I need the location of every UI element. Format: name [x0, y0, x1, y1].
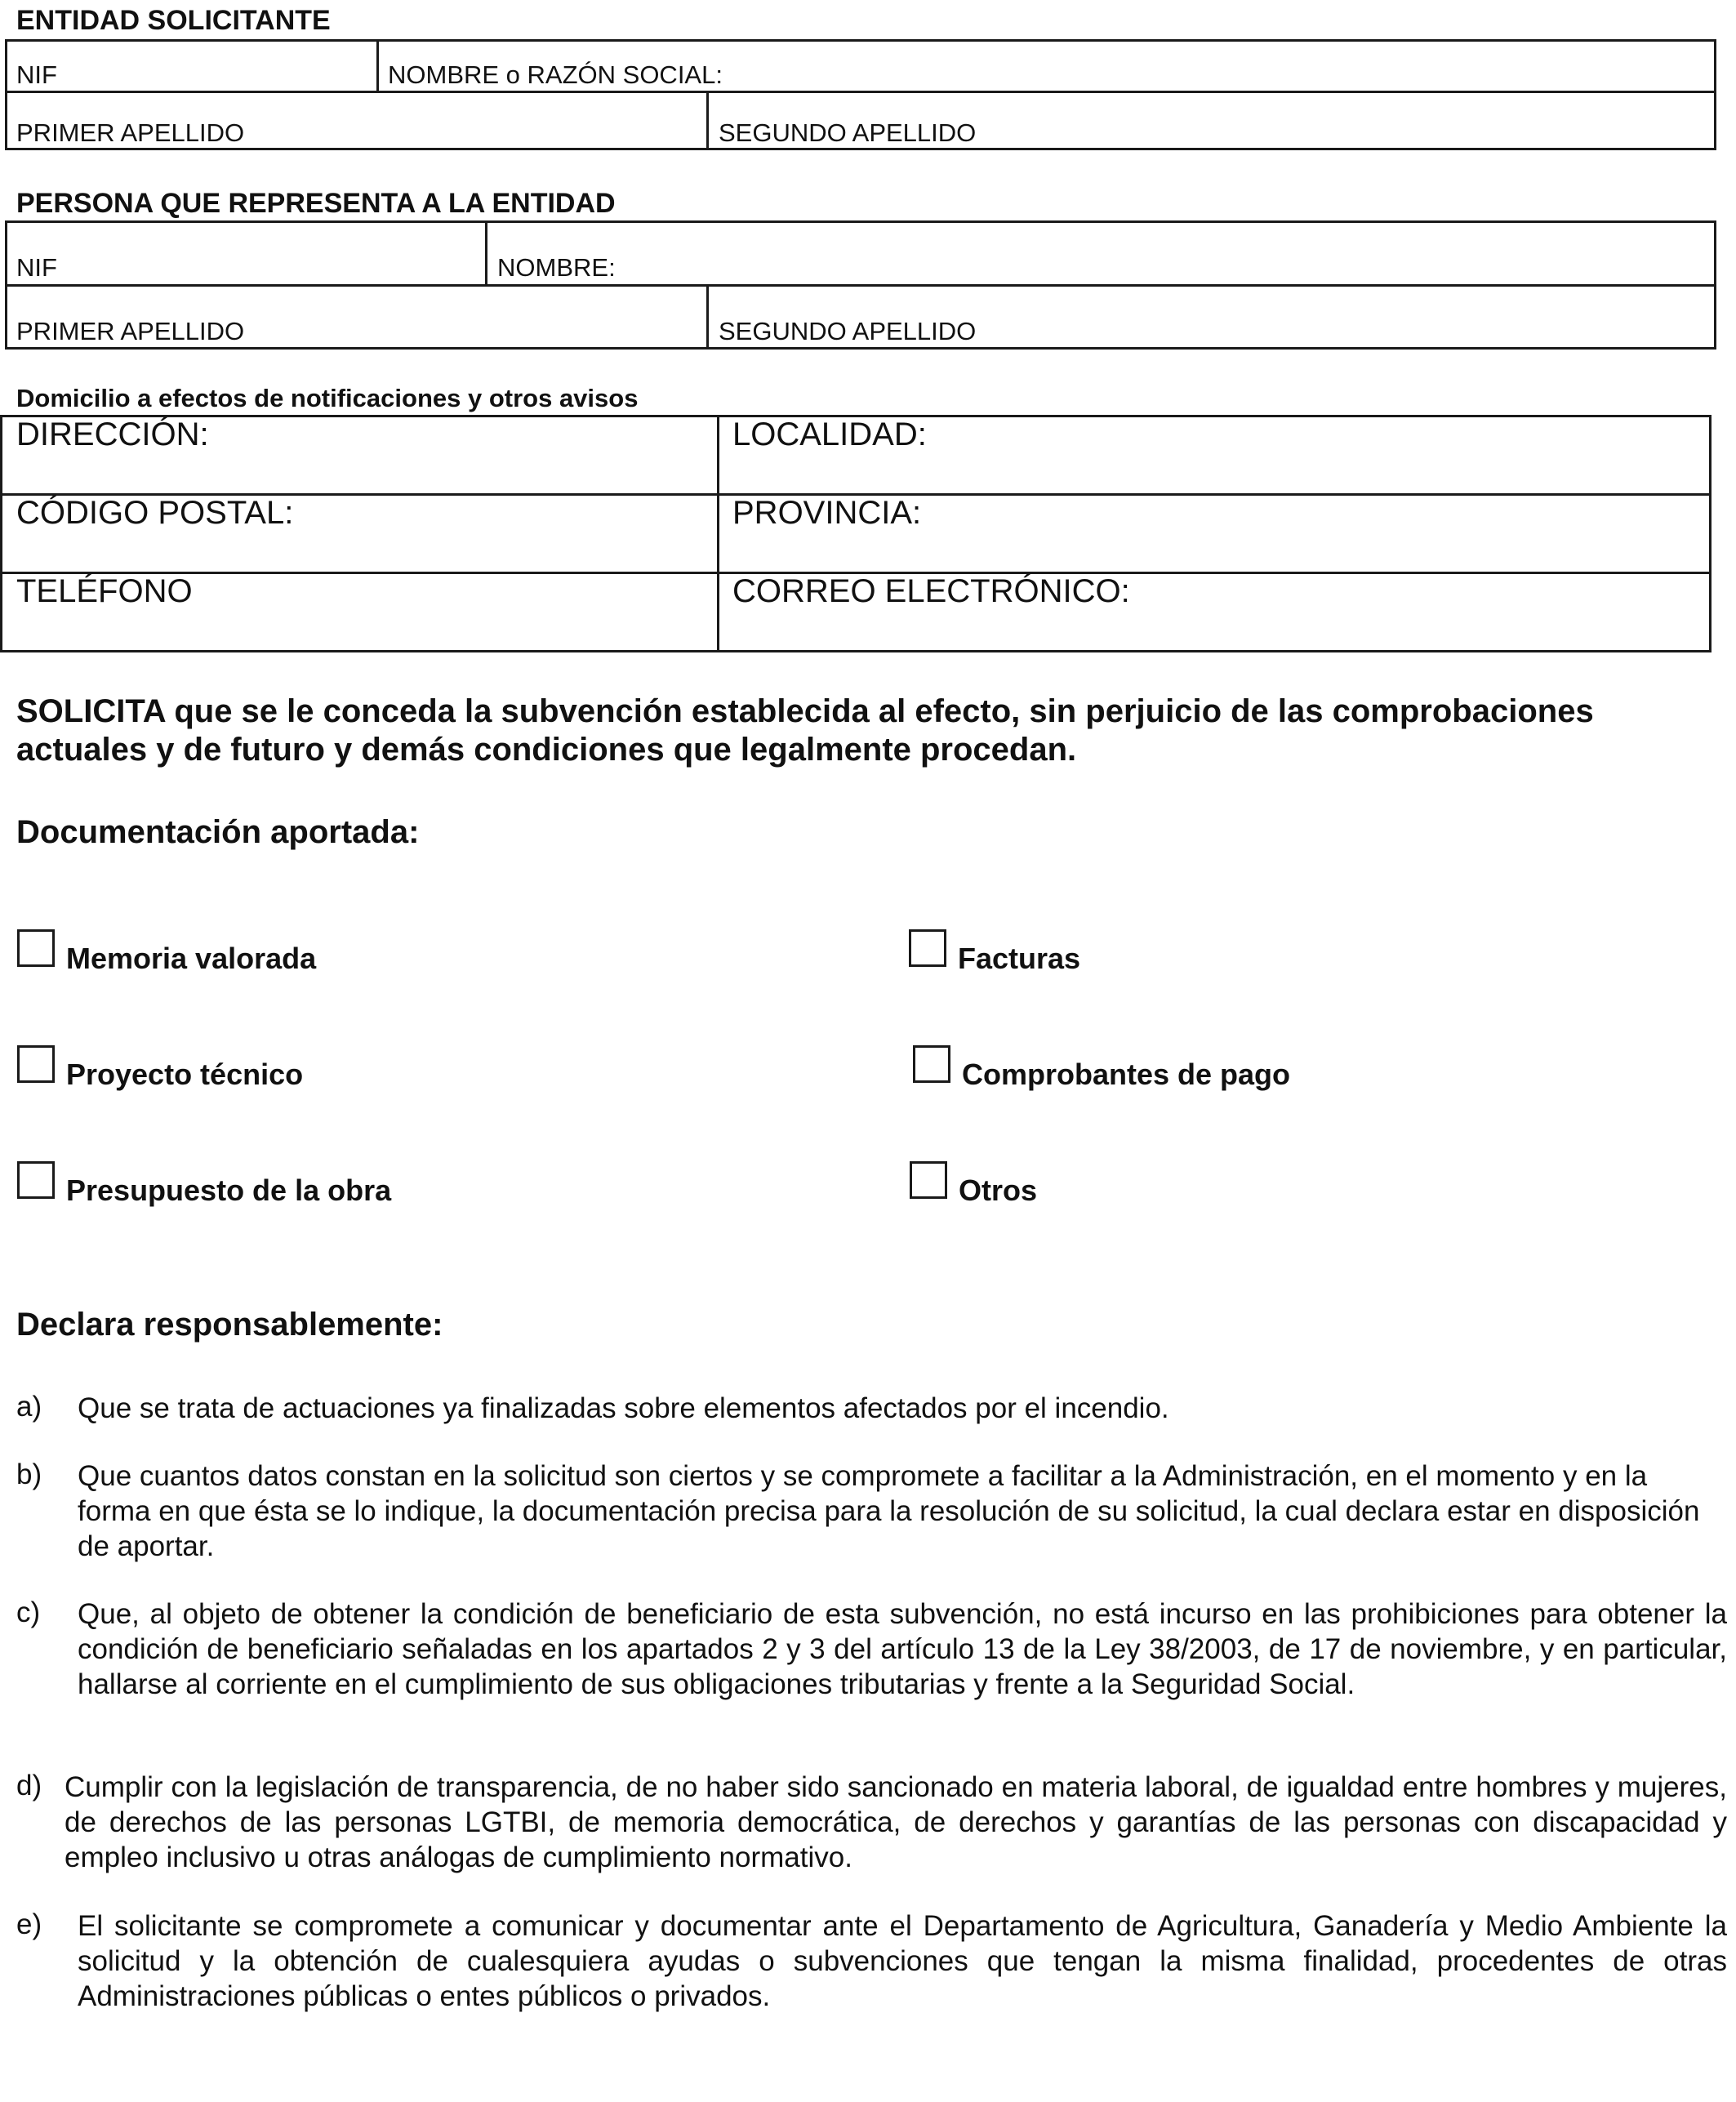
presupuesto-label: Presupuesto de la obra	[66, 1173, 392, 1207]
representante-nombre-field[interactable]: NOMBRE:	[497, 253, 616, 282]
representante-segundo-apellido-field[interactable]: SEGUNDO APELLIDO	[719, 317, 977, 345]
documentacion-heading: Documentación aportada:	[16, 814, 420, 850]
comprobantes-label: Comprobantes de pago	[962, 1058, 1291, 1091]
entidad-nif-field[interactable]: NIF	[16, 60, 57, 89]
localidad-field[interactable]: LOCALIDAD:	[732, 416, 927, 452]
declara-text: Que cuantos datos constan en la solicitud son ciertos y se compromete a facilitar a la Administración, en el momento y en la forma en que ésta se lo indique, la documentación precisa para la resolución de su solicitud, la cual declara estar en disposición de aportar.	[78, 1460, 1700, 1562]
entidad-nombre-field[interactable]: NOMBRE o RAZÓN SOCIAL:	[388, 60, 723, 89]
proyecto-checkbox[interactable]	[17, 1045, 55, 1083]
memoria-checkbox[interactable]	[17, 929, 55, 967]
provincia-field[interactable]: PROVINCIA:	[732, 495, 922, 531]
representante-nif-field[interactable]: NIF	[16, 253, 57, 282]
facturas-label: Facturas	[958, 942, 1081, 975]
representante-primer-apellido-field[interactable]: PRIMER APELLIDO	[16, 317, 245, 345]
declara-text: Que, al objeto de obtener la condición de beneficiario de esta subvención, no está incurso en las prohibiciones para obtener la condición de beneficiario señaladas en los apartados 2 y 3 del artículo 13 de la Ley 38/2003, de 17 de noviembre, y en particular, hallarse al corriente en el cumplimiento de sus obligaciones tributarias y frente a la Seguridad Social.	[78, 1598, 1727, 1700]
direccion-field[interactable]: DIRECCIÓN:	[16, 416, 209, 452]
entidad-primer-apellido-field[interactable]: PRIMER APELLIDO	[16, 118, 245, 147]
comprobantes-checkbox[interactable]	[913, 1045, 950, 1083]
declara-heading: Declara responsablemente:	[16, 1307, 443, 1343]
correo-field[interactable]: CORREO ELECTRÓNICO:	[732, 573, 1130, 609]
representante-section-title: PERSONA QUE REPRESENTA A LA ENTIDAD	[16, 188, 616, 219]
declara-letter: d)	[16, 1770, 42, 1801]
proyecto-label: Proyecto técnico	[66, 1058, 304, 1091]
domicilio-section-title: Domicilio a efectos de notificaciones y otros avisos	[16, 384, 639, 412]
codigo-postal-field[interactable]: CÓDIGO POSTAL:	[16, 495, 294, 531]
entidad-section-title: ENTIDAD SOLICITANTE	[16, 5, 331, 36]
presupuesto-checkbox[interactable]	[17, 1161, 55, 1199]
declara-letter: a)	[16, 1391, 42, 1423]
solicita-statement: SOLICITA que se le conceda la subvención establecida al efecto, sin perjuicio de las comprobaciones actuales y de futuro y demás condiciones que legalmente procedan.	[16, 693, 1594, 768]
declara-letter: e)	[16, 1908, 42, 1940]
memoria-label: Memoria valorada	[66, 942, 317, 975]
otros-label: Otros	[959, 1173, 1038, 1207]
declara-letter: b)	[16, 1458, 42, 1490]
facturas-checkbox[interactable]	[909, 929, 946, 967]
entidad-segundo-apellido-field[interactable]: SEGUNDO APELLIDO	[719, 118, 977, 147]
declara-text: Que se trata de actuaciones ya finalizadas sobre elementos afectados por el incendio.	[78, 1392, 1169, 1424]
declara-letter: c)	[16, 1597, 41, 1628]
declara-text: Cumplir con la legislación de transparencia, de no haber sido sancionado en materia laboral, de igualdad entre hombres y mujeres, de derechos de las personas LGTBI, de memoria democrática, de derechos y garantías de las personas con discapacidad y empleo inclusivo u otras análogas de cumplimiento normativo.	[65, 1771, 1727, 1873]
telefono-field[interactable]: TELÉFONO	[16, 573, 193, 609]
declara-text: El solicitante se compromete a comunicar y documentar ante el Departamento de Agricultura, Ganadería y Medio Ambiente la solicitud y la obtención de cualesquiera ayudas o subvenciones que tengan la misma finalidad, procedentes de otras Administraciones públicas o entes públicos o privados.	[78, 1910, 1727, 2012]
otros-checkbox[interactable]	[910, 1161, 947, 1199]
